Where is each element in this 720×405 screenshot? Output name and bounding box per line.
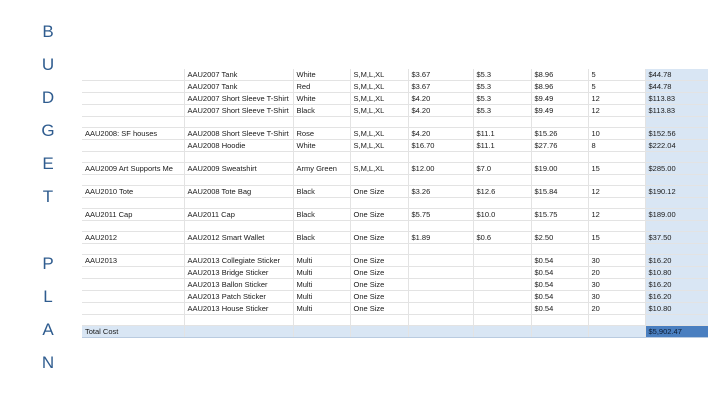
table-row <box>82 291 708 303</box>
quantity-cell[interactable] <box>588 152 645 163</box>
color-cell[interactable]: Black <box>293 186 350 198</box>
cost-cell[interactable]: $4.20 <box>408 105 473 117</box>
side-title-letter: A <box>42 320 54 339</box>
color-cell[interactable] <box>293 175 350 186</box>
item-cell[interactable]: AAU2007 Tank <box>184 69 293 81</box>
cost-cell[interactable]: $5.75 <box>408 209 473 221</box>
total-cell[interactable]: $190.12 <box>645 186 708 198</box>
shipping-cell[interactable] <box>473 267 531 279</box>
quantity-cell[interactable]: 8 <box>588 140 645 152</box>
color-cell[interactable] <box>293 221 350 232</box>
total-cell[interactable]: $285.00 <box>645 163 708 175</box>
cost-cell[interactable]: $3.67 <box>408 81 473 93</box>
color-cell[interactable] <box>293 315 350 326</box>
shipping-cell[interactable]: $7.0 <box>473 163 531 175</box>
sizes-cell[interactable] <box>350 175 408 186</box>
cost-cell[interactable] <box>408 117 473 128</box>
cost-cell[interactable]: $1.89 <box>408 232 473 244</box>
unit-price-cell[interactable]: $0.54 <box>531 267 588 279</box>
project-cell[interactable] <box>82 267 184 279</box>
table-row <box>82 209 708 221</box>
total-cell[interactable]: $113.83 <box>645 93 708 105</box>
side-title-letter: N <box>41 353 55 372</box>
spacer-row <box>82 221 708 232</box>
side-title-letter: P <box>42 254 54 273</box>
shipping-cell[interactable]: $0.6 <box>473 232 531 244</box>
side-title-letter: L <box>43 287 53 306</box>
shipping-cell[interactable]: $5.3 <box>473 93 531 105</box>
shipping-cell[interactable] <box>473 244 531 255</box>
unit-price-cell[interactable] <box>531 221 588 232</box>
unit-price-cell[interactable]: $9.49 <box>531 93 588 105</box>
spacer-row <box>82 152 708 163</box>
project-cell[interactable] <box>82 244 184 255</box>
quantity-cell[interactable]: 20 <box>588 303 645 315</box>
table-row <box>82 140 708 152</box>
project-cell[interactable] <box>82 152 184 163</box>
total-cell[interactable]: $16.20 <box>645 279 708 291</box>
quantity-cell[interactable] <box>588 117 645 128</box>
item-cell[interactable]: AAU2007 Tank <box>184 81 293 93</box>
project-cell[interactable]: AAU2012 <box>82 232 184 244</box>
cost-cell[interactable]: $16.70 <box>408 140 473 152</box>
color-cell[interactable]: Black <box>293 209 350 221</box>
quantity-cell[interactable]: 15 <box>588 232 645 244</box>
shipping-cell[interactable]: $11.1 <box>473 128 531 140</box>
item-cell[interactable]: AAU2008 Short Sleeve T-Shirt <box>184 128 293 140</box>
sizes-cell[interactable]: One Size <box>350 209 408 221</box>
color-cell[interactable] <box>293 152 350 163</box>
total-row-cell[interactable] <box>473 326 531 338</box>
spacer-row <box>82 198 708 209</box>
project-cell[interactable]: AAU2013 <box>82 255 184 267</box>
shipping-cell[interactable]: $11.1 <box>473 140 531 152</box>
cost-cell[interactable] <box>408 291 473 303</box>
unit-price-cell[interactable] <box>531 175 588 186</box>
project-cell[interactable]: AAU2009 Art Supports Me <box>82 163 184 175</box>
unit-price-cell[interactable]: $2.50 <box>531 232 588 244</box>
unit-price-cell[interactable]: $0.54 <box>531 303 588 315</box>
quantity-cell[interactable]: 30 <box>588 291 645 303</box>
total-cell[interactable] <box>645 117 708 128</box>
spacer-row <box>82 117 708 128</box>
sizes-cell[interactable]: S,M,L,XL <box>350 81 408 93</box>
shipping-cell[interactable] <box>473 315 531 326</box>
table-row <box>82 105 708 117</box>
total-cell[interactable] <box>645 198 708 209</box>
shipping-cell[interactable] <box>473 279 531 291</box>
sizes-cell[interactable] <box>350 244 408 255</box>
table-row <box>82 69 708 81</box>
total-cell[interactable]: $44.78 <box>645 69 708 81</box>
item-cell[interactable]: AAU2013 Collegiate Sticker <box>184 255 293 267</box>
item-cell[interactable] <box>184 315 293 326</box>
shipping-cell[interactable]: $5.3 <box>473 69 531 81</box>
total-row-cell[interactable] <box>408 326 473 338</box>
shipping-cell[interactable] <box>473 221 531 232</box>
shipping-cell[interactable] <box>473 117 531 128</box>
unit-price-cell[interactable]: $0.54 <box>531 279 588 291</box>
table-row <box>82 279 708 291</box>
color-cell[interactable]: White <box>293 69 350 81</box>
side-title-letter: U <box>41 55 55 74</box>
quantity-cell[interactable] <box>588 198 645 209</box>
cost-cell[interactable] <box>408 315 473 326</box>
sizes-cell[interactable] <box>350 198 408 209</box>
total-row-cell[interactable] <box>531 326 588 338</box>
total-value[interactable]: $5,902.47 <box>645 326 708 338</box>
item-cell[interactable] <box>184 175 293 186</box>
sizes-cell[interactable]: S,M,L,XL <box>350 93 408 105</box>
total-row-cell[interactable] <box>184 326 293 338</box>
project-cell[interactable] <box>82 303 184 315</box>
item-cell[interactable]: AAU2008 Tote Bag <box>184 186 293 198</box>
total-cell[interactable] <box>645 244 708 255</box>
color-cell[interactable]: White <box>293 93 350 105</box>
item-cell[interactable]: AAU2007 Short Sleeve T-Shirt <box>184 105 293 117</box>
cost-cell[interactable] <box>408 267 473 279</box>
spacer-row <box>82 244 708 255</box>
quantity-cell[interactable]: 10 <box>588 128 645 140</box>
total-cell[interactable]: $16.20 <box>645 291 708 303</box>
item-cell[interactable] <box>184 152 293 163</box>
shipping-cell[interactable]: $5.3 <box>473 105 531 117</box>
sizes-cell[interactable] <box>350 221 408 232</box>
color-cell[interactable]: Red <box>293 81 350 93</box>
sizes-cell[interactable]: One Size <box>350 303 408 315</box>
unit-price-cell[interactable]: $15.84 <box>531 186 588 198</box>
item-cell[interactable]: AAU2009 Sweatshirt <box>184 163 293 175</box>
sizes-cell[interactable]: S,M,L,XL <box>350 140 408 152</box>
cost-cell[interactable] <box>408 152 473 163</box>
cost-cell[interactable] <box>408 221 473 232</box>
color-cell[interactable]: Rose <box>293 128 350 140</box>
total-cell[interactable]: $113.83 <box>645 105 708 117</box>
item-cell[interactable] <box>184 117 293 128</box>
project-cell[interactable] <box>82 140 184 152</box>
item-cell[interactable]: AAU2012 Smart Wallet <box>184 232 293 244</box>
side-title-letter: E <box>42 154 54 173</box>
total-row-cell[interactable] <box>350 326 408 338</box>
shipping-cell[interactable] <box>473 255 531 267</box>
unit-price-cell[interactable]: $19.00 <box>531 163 588 175</box>
quantity-cell[interactable]: 30 <box>588 255 645 267</box>
item-cell[interactable]: AAU2013 Ballon Sticker <box>184 279 293 291</box>
color-cell[interactable] <box>293 117 350 128</box>
total-cell[interactable]: $37.50 <box>645 232 708 244</box>
project-cell[interactable] <box>82 279 184 291</box>
cost-cell[interactable]: $4.20 <box>408 128 473 140</box>
cost-cell[interactable]: $12.00 <box>408 163 473 175</box>
cost-cell[interactable] <box>408 255 473 267</box>
color-cell[interactable]: Black <box>293 105 350 117</box>
shipping-cell[interactable]: $5.3 <box>473 81 531 93</box>
quantity-cell[interactable]: 12 <box>588 93 645 105</box>
unit-price-cell[interactable]: $0.54 <box>531 255 588 267</box>
project-cell[interactable] <box>82 221 184 232</box>
side-title-letter: G <box>41 121 55 140</box>
table-row <box>82 267 708 279</box>
sizes-cell[interactable]: One Size <box>350 267 408 279</box>
spacer-row <box>82 315 708 326</box>
color-cell[interactable] <box>293 198 350 209</box>
unit-price-cell[interactable]: $15.26 <box>531 128 588 140</box>
quantity-cell[interactable]: 12 <box>588 186 645 198</box>
cost-cell[interactable]: $3.26 <box>408 186 473 198</box>
table-row <box>82 232 708 244</box>
budget-table <box>82 69 708 338</box>
total-row-cell[interactable] <box>293 326 350 338</box>
quantity-cell[interactable]: 15 <box>588 163 645 175</box>
side-title-letter: T <box>42 187 54 206</box>
item-cell[interactable]: AAU2007 Short Sleeve T-Shirt <box>184 93 293 105</box>
color-cell[interactable]: Black <box>293 232 350 244</box>
total-cell[interactable] <box>645 152 708 163</box>
cost-cell[interactable]: $3.67 <box>408 69 473 81</box>
quantity-cell[interactable]: 20 <box>588 267 645 279</box>
project-cell[interactable]: AAU2008: SF houses <box>82 128 184 140</box>
total-cell[interactable]: $10.80 <box>645 267 708 279</box>
color-cell[interactable]: Multi <box>293 255 350 267</box>
total-cell[interactable] <box>645 221 708 232</box>
quantity-cell[interactable] <box>588 315 645 326</box>
sizes-cell[interactable]: One Size <box>350 255 408 267</box>
unit-price-cell[interactable]: $15.75 <box>531 209 588 221</box>
unit-price-cell[interactable]: $0.54 <box>531 291 588 303</box>
color-cell[interactable] <box>293 244 350 255</box>
spacer-row <box>82 175 708 186</box>
shipping-cell[interactable] <box>473 303 531 315</box>
sizes-cell[interactable] <box>350 117 408 128</box>
table-row <box>82 163 708 175</box>
color-cell[interactable]: Multi <box>293 279 350 291</box>
item-cell[interactable]: AAU2008 Hoodie <box>184 140 293 152</box>
side-title-letter: D <box>41 88 55 107</box>
project-cell[interactable] <box>82 93 184 105</box>
total-cell[interactable]: $44.78 <box>645 81 708 93</box>
cost-cell[interactable] <box>408 198 473 209</box>
cost-cell[interactable] <box>408 175 473 186</box>
sizes-cell[interactable] <box>350 315 408 326</box>
cost-cell[interactable] <box>408 244 473 255</box>
side-title-letter: B <box>42 22 54 41</box>
unit-price-cell[interactable]: $8.96 <box>531 81 588 93</box>
shipping-cell[interactable] <box>473 175 531 186</box>
total-row-cell[interactable] <box>588 326 645 338</box>
project-cell[interactable]: AAU2010 Tote <box>82 186 184 198</box>
unit-price-cell[interactable]: $27.76 <box>531 140 588 152</box>
color-cell[interactable]: White <box>293 140 350 152</box>
shipping-cell[interactable]: $10.0 <box>473 209 531 221</box>
cost-cell[interactable]: $4.20 <box>408 93 473 105</box>
sizes-cell[interactable]: S,M,L,XL <box>350 163 408 175</box>
table-row <box>82 81 708 93</box>
quantity-cell[interactable]: 5 <box>588 69 645 81</box>
unit-price-cell[interactable]: $9.49 <box>531 105 588 117</box>
cost-cell[interactable] <box>408 279 473 291</box>
color-cell[interactable]: Multi <box>293 291 350 303</box>
total-cell[interactable] <box>645 175 708 186</box>
item-cell[interactable]: AAU2013 Patch Sticker <box>184 291 293 303</box>
sizes-cell[interactable]: S,M,L,XL <box>350 69 408 81</box>
item-cell[interactable]: AAU2013 Bridge Sticker <box>184 267 293 279</box>
quantity-cell[interactable]: 12 <box>588 209 645 221</box>
quantity-cell[interactable]: 12 <box>588 105 645 117</box>
total-cell[interactable] <box>645 315 708 326</box>
unit-price-cell[interactable]: $8.96 <box>531 69 588 81</box>
project-cell[interactable] <box>82 198 184 209</box>
color-cell[interactable]: Multi <box>293 303 350 315</box>
color-cell[interactable]: Army Green <box>293 163 350 175</box>
sizes-cell[interactable] <box>350 152 408 163</box>
table-row <box>82 128 708 140</box>
item-cell[interactable] <box>184 244 293 255</box>
quantity-cell[interactable] <box>588 221 645 232</box>
unit-price-cell[interactable] <box>531 198 588 209</box>
quantity-cell[interactable]: 5 <box>588 81 645 93</box>
project-cell[interactable] <box>82 175 184 186</box>
cost-cell[interactable] <box>408 303 473 315</box>
color-cell[interactable]: Multi <box>293 267 350 279</box>
item-cell[interactable]: AAU2013 House Sticker <box>184 303 293 315</box>
shipping-cell[interactable]: $12.6 <box>473 186 531 198</box>
shipping-cell[interactable] <box>473 198 531 209</box>
table-row <box>82 186 708 198</box>
total-label[interactable]: Total Cost <box>82 326 184 338</box>
total-cell[interactable]: $152.56 <box>645 128 708 140</box>
unit-price-cell[interactable] <box>531 315 588 326</box>
unit-price-cell[interactable] <box>531 244 588 255</box>
total-row <box>82 326 708 338</box>
shipping-cell[interactable] <box>473 152 531 163</box>
quantity-cell[interactable] <box>588 244 645 255</box>
shipping-cell[interactable] <box>473 291 531 303</box>
project-cell[interactable]: AAU2011 Cap <box>82 209 184 221</box>
project-cell[interactable] <box>82 315 184 326</box>
sizes-cell[interactable]: One Size <box>350 232 408 244</box>
project-cell[interactable] <box>82 81 184 93</box>
sizes-cell[interactable]: One Size <box>350 291 408 303</box>
sizes-cell[interactable]: One Size <box>350 186 408 198</box>
project-cell[interactable] <box>82 291 184 303</box>
quantity-cell[interactable] <box>588 175 645 186</box>
sizes-cell[interactable]: One Size <box>350 279 408 291</box>
project-cell[interactable] <box>82 117 184 128</box>
unit-price-cell[interactable] <box>531 117 588 128</box>
sizes-cell[interactable]: S,M,L,XL <box>350 105 408 117</box>
item-cell[interactable] <box>184 198 293 209</box>
item-cell[interactable] <box>184 221 293 232</box>
quantity-cell[interactable]: 30 <box>588 279 645 291</box>
total-cell[interactable]: $222.04 <box>645 140 708 152</box>
unit-price-cell[interactable] <box>531 152 588 163</box>
sizes-cell[interactable]: S,M,L,XL <box>350 128 408 140</box>
table-row <box>82 93 708 105</box>
project-cell[interactable] <box>82 105 184 117</box>
total-cell[interactable]: $189.00 <box>645 209 708 221</box>
total-cell[interactable]: $10.80 <box>645 303 708 315</box>
table-row <box>82 303 708 315</box>
project-cell[interactable] <box>82 69 184 81</box>
item-cell[interactable]: AAU2011 Cap <box>184 209 293 221</box>
total-cell[interactable]: $16.20 <box>645 255 708 267</box>
table-row <box>82 255 708 267</box>
